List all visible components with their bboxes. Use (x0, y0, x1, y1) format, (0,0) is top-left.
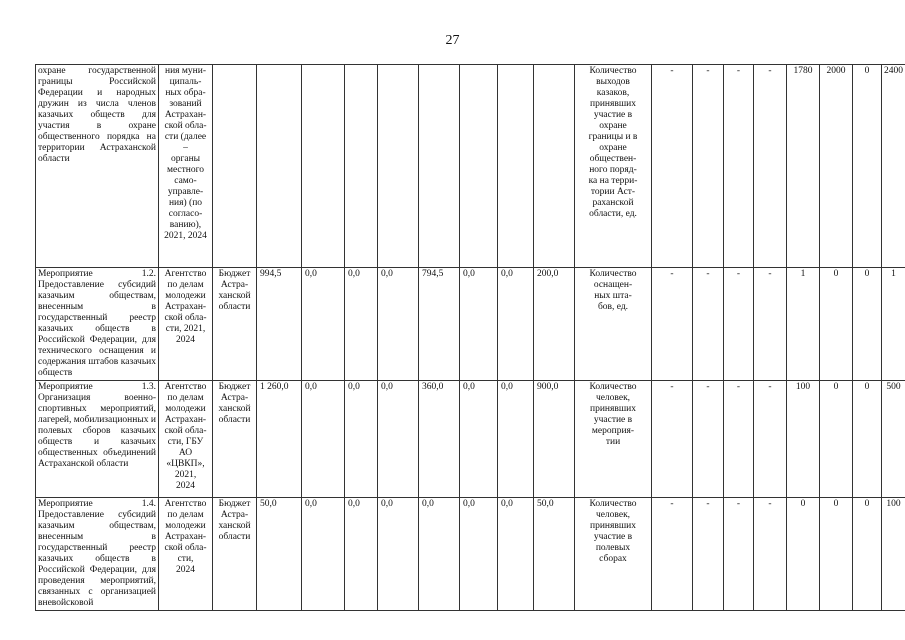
funding-value-cell: 0,0 (345, 268, 378, 381)
indicator-value-cell: 100 (882, 498, 905, 611)
funding-value-cell: 900,0 (534, 381, 575, 498)
page-number: 27 (445, 33, 460, 48)
indicator-value-cell: 0 (820, 381, 853, 498)
indicator-value-cell: 2000 (820, 65, 853, 268)
funding-total-cell: 1 260,0 (257, 381, 302, 498)
funding-value-cell (419, 65, 460, 268)
funding-value-cell (498, 65, 534, 268)
funding-value-cell: 0,0 (498, 498, 534, 611)
funding-value-cell: 0,0 (498, 381, 534, 498)
funding-total-cell: 994,5 (257, 268, 302, 381)
indicator-dash-cell: - (754, 65, 787, 268)
funding-total-cell (257, 65, 302, 268)
indicator-cell: Количество выходов казаков, принявших участие в охране границы и в охране обществен- ного поряд- ка на терри- тории Аст- раханской области, ед. (575, 65, 652, 268)
indicator-cell: Количество оснащен- ных шта- бов, ед. (575, 268, 652, 381)
funding-source-cell: Бюджет Астра- ханской области (213, 381, 257, 498)
indicator-value-cell: 1 (787, 268, 820, 381)
indicator-dash-cell: - (724, 268, 754, 381)
executor-cell: Агентство по делам молодежи Астрахан- ской обла- сти, ГБУ АО «ЦВКП», 2021, 2024 (159, 381, 213, 498)
table-row (36, 498, 905, 611)
funding-source-cell (213, 65, 257, 268)
table-row (36, 381, 905, 498)
funding-source-cell: Бюджет Астра- ханской области (213, 268, 257, 381)
activity-cell: Мероприятие 1.4. Предоставление субсидий казачьим обществам, внесенным в государственный реестр казачьих обществ в Российской Федерации, для проведения мероприятий, связанных с организацией вневойсковой (36, 498, 159, 611)
funding-value-cell: 0,0 (419, 498, 460, 611)
indicator-value-cell: 500 (882, 381, 905, 498)
activity-cell: Мероприятие 1.3. Организация военно-спортивных мероприятий, лагерей, мобилизационных и полевых сборов казачьих обществ и казачьих общественных объединений Астраханской области (36, 381, 159, 498)
indicator-value-cell: 0 (853, 268, 882, 381)
indicator-value-cell: 0 (853, 498, 882, 611)
funding-value-cell: 0,0 (460, 498, 498, 611)
indicator-cell: Количество человек, принявших участие в мероприя- тии (575, 381, 652, 498)
funding-value-cell: 0,0 (302, 498, 345, 611)
funding-value-cell (378, 65, 419, 268)
indicator-dash-cell: - (754, 381, 787, 498)
indicator-dash-cell: - (693, 268, 724, 381)
indicator-dash-cell: - (652, 65, 693, 268)
indicator-value-cell: 0 (820, 268, 853, 381)
funding-value-cell: 0,0 (302, 381, 345, 498)
funding-value-cell: 0,0 (460, 381, 498, 498)
funding-value-cell: 360,0 (419, 381, 460, 498)
indicator-dash-cell: - (693, 498, 724, 611)
funding-value-cell (345, 65, 378, 268)
funding-source-cell: Бюджет Астра- ханской области (213, 498, 257, 611)
indicator-value-cell: 2400 (882, 65, 905, 268)
funding-value-cell: 0,0 (378, 498, 419, 611)
funding-value-cell: 0,0 (378, 268, 419, 381)
indicator-dash-cell: - (693, 65, 724, 268)
indicator-value-cell: 100 (787, 381, 820, 498)
executor-cell: Агентство по делам молодежи Астрахан- ской обла- сти, 2024 (159, 498, 213, 611)
funding-value-cell: 50,0 (534, 498, 575, 611)
activity-cell: Мероприятие 1.2. Предоставление субсидий казачьим обществам, внесенным в государственный реестр казачьих обществ в Российской Федерации, для технического оснащения и содержания штабов казачьих обществ (36, 268, 159, 381)
funding-value-cell: 0,0 (378, 381, 419, 498)
indicator-dash-cell: - (754, 268, 787, 381)
funding-value-cell (460, 65, 498, 268)
funding-value-cell: 0,0 (345, 381, 378, 498)
funding-value-cell: 0,0 (302, 268, 345, 381)
table-row (36, 268, 905, 381)
indicator-value-cell: 1780 (787, 65, 820, 268)
indicator-cell: Количество человек, принявших участие в полевых сборах (575, 498, 652, 611)
indicator-dash-cell: - (724, 381, 754, 498)
activity-cell: охране государственной границы Российской Федерации и народных дружин из числа членов казачьих обществ для участия в охране общественного порядка на территории Астраханской области (36, 65, 159, 268)
funding-value-cell (534, 65, 575, 268)
indicator-dash-cell: - (652, 381, 693, 498)
funding-value-cell: 0,0 (460, 268, 498, 381)
funding-value-cell (302, 65, 345, 268)
indicator-value-cell: 1 (882, 268, 905, 381)
indicator-dash-cell: - (724, 65, 754, 268)
indicator-dash-cell: - (652, 498, 693, 611)
program-activities-table (35, 64, 905, 611)
indicator-dash-cell: - (652, 268, 693, 381)
indicator-value-cell: 0 (787, 498, 820, 611)
funding-value-cell: 794,5 (419, 268, 460, 381)
indicator-dash-cell: - (754, 498, 787, 611)
funding-value-cell: 0,0 (345, 498, 378, 611)
funding-total-cell: 50,0 (257, 498, 302, 611)
executor-cell: ния муни- ципаль- ных обра- зований Астрахан- ской обла- сти (далее – органы местного само- управле- ния) (по согласо- ванию), 2021, 2024 (159, 65, 213, 268)
indicator-dash-cell: - (724, 498, 754, 611)
indicator-dash-cell: - (693, 381, 724, 498)
indicator-value-cell: 0 (853, 381, 882, 498)
table-row (36, 65, 905, 268)
indicator-value-cell: 0 (820, 498, 853, 611)
indicator-value-cell: 0 (853, 65, 882, 268)
executor-cell: Агентство по делам молодежи Астрахан- ской обла- сти, 2021, 2024 (159, 268, 213, 381)
funding-value-cell: 200,0 (534, 268, 575, 381)
funding-value-cell: 0,0 (498, 268, 534, 381)
